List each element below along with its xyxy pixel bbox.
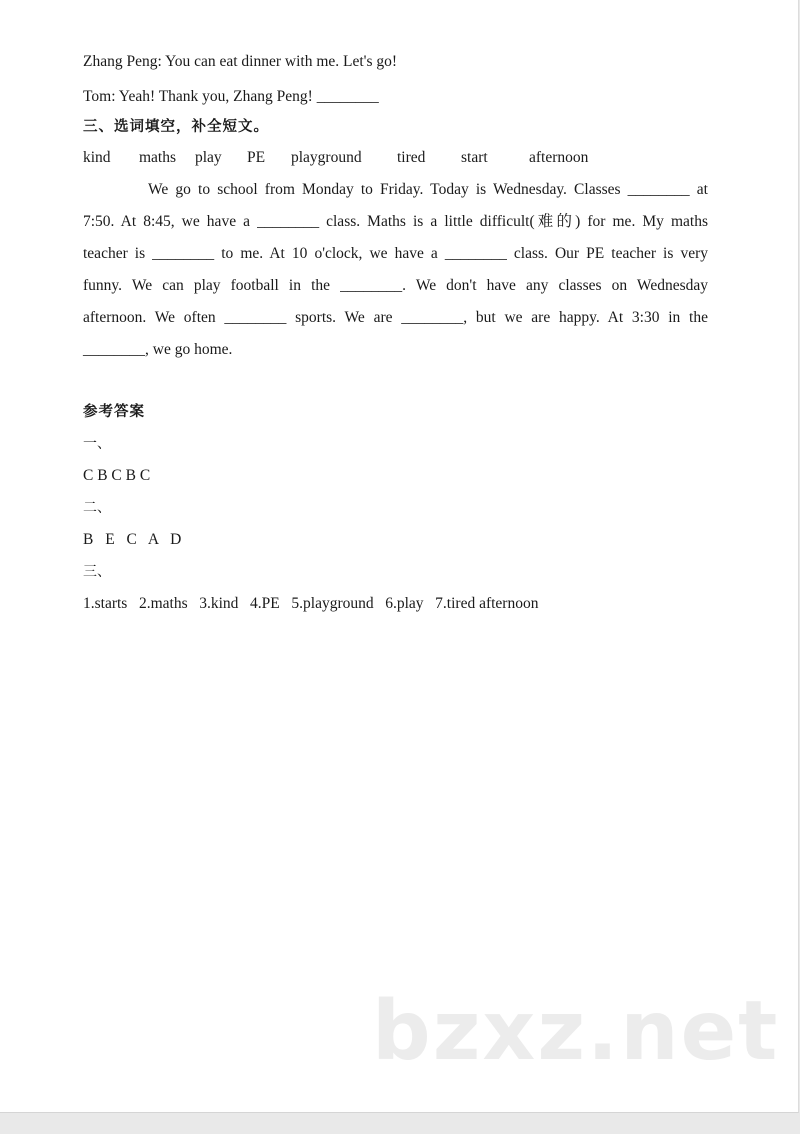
answers-heading: 参考答案 [83,403,145,420]
passage-line: We go to school from Monday to Friday. Today is Wednesday. Classes ________ at [148,181,708,198]
passage-line: ________, we go home. [83,341,233,358]
answers-part-3-label: 三、 [83,564,111,580]
answers-part-2-label: 二、 [83,500,111,516]
watermark: bzxz.net [372,984,780,1079]
dialogue-line-2: Tom: Yeah! Thank you, Zhang Peng! ________ [83,88,379,105]
word-bank-item: tired [397,149,426,166]
word-bank-item: maths [139,149,177,166]
dialogue-line-1: Zhang Peng: You can eat dinner with me. Let's go! [83,53,398,70]
passage-line: 7:50. At 8:45, we have a ________ class. Maths is a little difficult(难的) for me. My maths [83,213,708,230]
word-bank-item: play [195,149,222,166]
passage-line: afternoon. We often ________ sports. We are ________, but we are happy. At 3:30 in the [83,309,708,326]
passage-line: teacher is ________ to me. At 10 o'clock, we have a ________ class. Our PE teacher is very [83,245,708,262]
word-bank-item: PE [247,149,266,166]
answers-part-2: B E C A D [83,531,182,548]
section-3-heading: 三、选词填空，补全短文。 [83,118,269,135]
word-bank-item: playground [291,149,362,166]
answers-part-3: 1.starts 2.maths 3.kind 4.PE 5.playground 6.play 7.tired afternoon [83,595,539,612]
passage-line: funny. We can play football in the ________. We don't have any classes on Wednesday [83,277,708,294]
word-bank-item: afternoon [529,149,589,166]
answers-part-1-label: 一、 [83,436,111,452]
word-bank-item: kind [83,149,111,166]
word-bank-item: start [461,149,488,166]
answers-part-1: C B C B C [83,467,151,484]
